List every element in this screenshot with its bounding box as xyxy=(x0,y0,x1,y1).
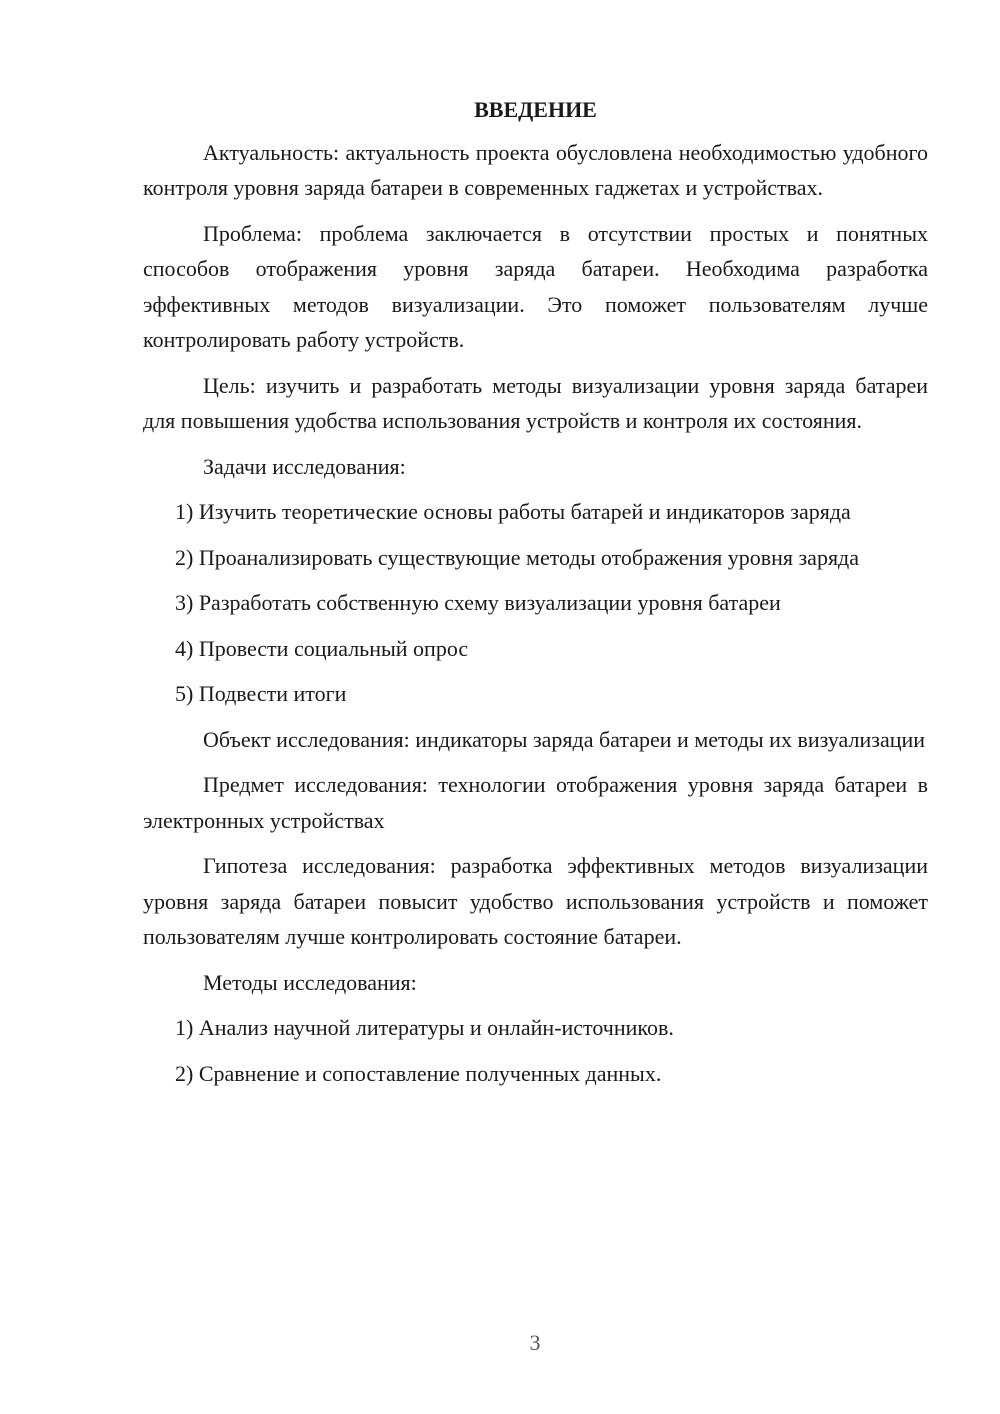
goal-paragraph: Цель: изучить и разработать методы визуализации уровня заряда батареи для повышения удобства использования устройств и контроля их состояния. xyxy=(143,372,928,433)
tasks-heading: Задачи исследования: xyxy=(203,453,406,479)
task-item-5: 5) Подвести итоги xyxy=(175,681,347,706)
task-item-4: 4) Провести социальный опрос xyxy=(175,635,469,661)
subject-paragraph: Предмет исследования: технологии отображения уровня заряда батареи в электронных устройствах xyxy=(143,772,928,833)
page-title: ВВЕДЕНИЕ xyxy=(474,97,597,122)
object-paragraph: Объект исследования: индикаторы заряда батареи и методы их визуализации xyxy=(203,726,926,752)
task-item-1: 1) Изучить теоретические основы работы батарей и индикаторов заряда xyxy=(175,499,851,524)
task-item-3: 3) Разработать собственную схему визуализации уровня батареи xyxy=(175,590,781,615)
methods-heading: Методы исследования: xyxy=(203,969,417,995)
problem-paragraph: Проблема: проблема заключается в отсутствии простых и понятных способов отображения уровня заряда батареи. Необходима разработка эффективных методов визуализации. Это поможет пользователям лучше контролировать работу устройств. xyxy=(143,220,928,352)
hypothesis-paragraph: Гипотеза исследования: разработка эффективных методов визуализации уровня заряда батареи повысит удобство использования устройств и поможет пользователям лучше контролировать состояние батареи. xyxy=(143,853,928,949)
relevance-paragraph: Актуальность: актуальность проекта обусловлена необходимостью удобного контроля уровня заряда батареи в современных гаджетах и устройствах. xyxy=(143,139,928,200)
page-number: 3 xyxy=(529,1330,541,1355)
method-item-2: 2) Сравнение и сопоставление полученных данных. xyxy=(175,1060,662,1086)
task-item-2: 2) Проанализировать существующие методы отображения уровня заряда xyxy=(175,544,860,570)
method-item-1: 1) Анализ научной литературы и онлайн-источников. xyxy=(175,1015,674,1040)
document-page xyxy=(143,92,928,1101)
